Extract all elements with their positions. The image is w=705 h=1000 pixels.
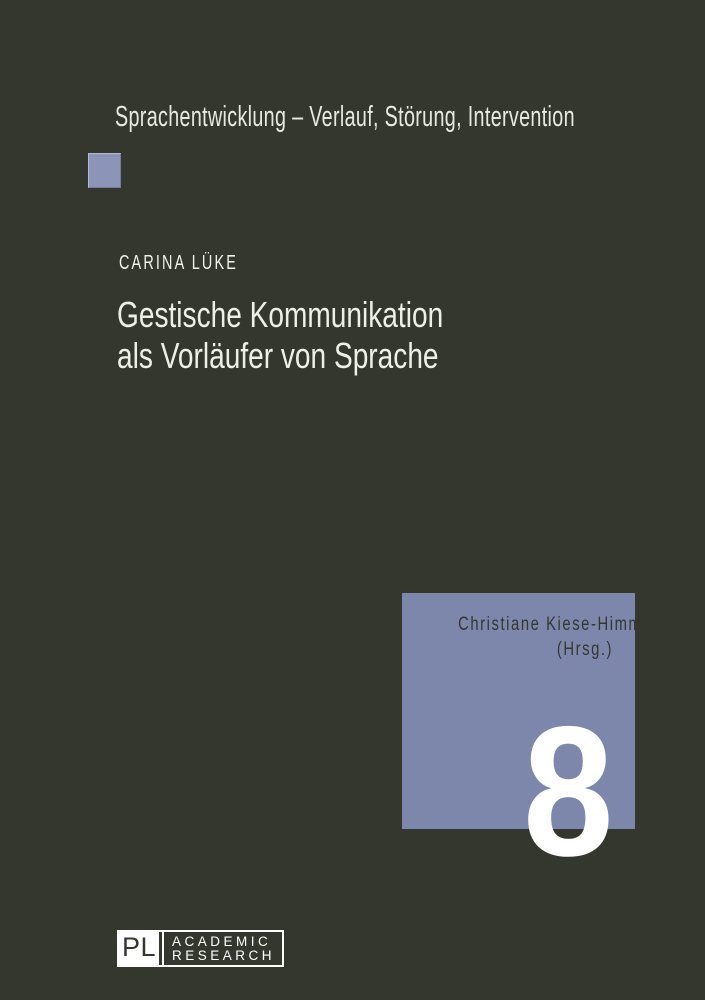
editor-role: (Hrsg.) <box>556 639 613 660</box>
volume-number: 8 <box>523 689 614 895</box>
publisher-initials: PL <box>119 932 159 965</box>
publisher-name <box>162 932 282 965</box>
book-title-line-2: als Vorläufer von Sprache <box>117 335 439 376</box>
author-name-text: CARINA LÜKE <box>119 252 238 274</box>
publisher-name-research: RESEARCH <box>172 947 276 963</box>
publisher-name-academic: ACADEMIC <box>172 933 272 949</box>
book-title-line-1: Gestische Kommunikation <box>117 294 444 335</box>
series-title <box>115 101 705 134</box>
series-marker-square <box>88 153 121 188</box>
editor-name: Christiane Kiese-Himmel <box>458 614 658 635</box>
series-title-text: Sprachentwicklung – Verlauf, Störung, Intervention <box>115 101 575 133</box>
publisher-logo <box>117 930 284 967</box>
author-name <box>119 252 284 274</box>
book-title <box>117 294 535 376</box>
